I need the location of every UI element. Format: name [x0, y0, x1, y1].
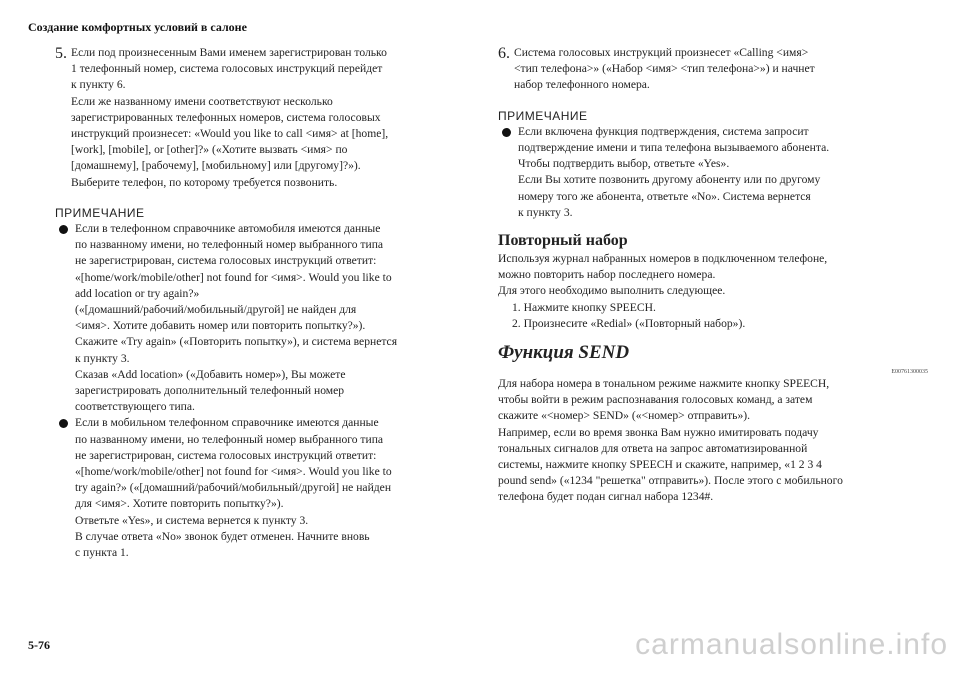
step-5: [55, 45, 460, 191]
redial-heading: Повторный набор: [498, 232, 628, 250]
send-line: pound send» («1234 "решетка" отправить»). После этого с мобильного: [498, 474, 843, 488]
bullet-line: Чтобы подтвердить выбор, ответьте «Yes».: [518, 157, 730, 171]
bullet-line: Если в мобильном телефонном справочнике имеются данные: [75, 416, 379, 430]
step-6-line: <тип телефона>» («Набор <имя> <тип телефона>») и начнет: [514, 62, 815, 76]
redial-step: 1. Нажмите кнопку SPEECH.: [512, 300, 656, 314]
bullet-line: соответствующего типа.: [75, 400, 195, 414]
bullet-line: Ответьте «Yes», и система вернется к пункту 3.: [75, 513, 309, 527]
bullet-line: не зарегистрирован, система голосовых инструкций ответит:: [75, 448, 377, 462]
send-line: Для набора номера в тональном режиме нажмите кнопку SPEECH,: [498, 377, 830, 391]
step-6-line: Система голосовых инструкций произнесет «Calling <имя>: [514, 46, 809, 59]
note-title: ПРИМЕЧАНИЕ: [55, 205, 145, 220]
bullet-line: Если включена функция подтверждения, система запросит: [518, 124, 809, 138]
send-line: скажите «<номер> SEND» («<номер> отправить»).: [498, 409, 751, 423]
bullet-line: «[home/work/mobile/other] not found for <имя>. Would you like to: [75, 270, 392, 284]
bullet-line: В случае ответа «No» звонок будет отменен. Начните вновь: [75, 529, 370, 543]
step-6-line: набор телефонного номера.: [514, 78, 650, 92]
step-number: 6.: [498, 45, 510, 62]
bullet-line: Скажите «Try again» («Повторить попытку»), и система вернется: [75, 335, 398, 349]
page-number: 5-76: [28, 638, 50, 652]
bullet-line: по названному имени, но телефонный номер выбранного типа: [75, 238, 384, 252]
step-5-line: зарегистрированных телефонных номеров, система голосовых: [71, 110, 381, 124]
step-5-line: Выберите телефон, по которому требуется позвонить.: [71, 175, 338, 189]
note-bullet-confirm: [498, 124, 928, 221]
bullet-line: с пункта 1.: [75, 546, 129, 560]
send-line: тональных сигналов для ответа на запрос автоматизированной: [498, 441, 808, 455]
bullet-line: не зарегистрирован, система голосовых инструкций ответит:: [75, 254, 377, 268]
redial-step: 2. Произнесите «Redial» («Повторный набор»).: [512, 316, 746, 330]
send-heading: Функция SEND: [498, 342, 630, 364]
bullet-line: к пункту 3.: [518, 205, 573, 219]
step-5-line: Если под произнесенным Вами именем зарегистрирован только: [71, 46, 387, 59]
send-line: Например, если во время звонка Вам нужно имитировать подачу: [498, 425, 819, 439]
bullet-line: try again?» («[домашний/рабочий/мобильный/другой] не найден: [75, 481, 392, 495]
bullet-line: к пункту 3.: [75, 351, 130, 365]
step-5-line: 1 телефонный номер, система голосовых инструкций перейдет: [71, 62, 383, 76]
bullet-line: <имя>. Хотите добавить номер или повторить попытку?»).: [75, 319, 366, 333]
step-5-line: Если же названному имени соответствуют несколько: [71, 94, 333, 108]
section-code: E00761300035: [891, 369, 928, 376]
bullet-line: Если Вы хотите позвонить другому абоненту или по другому: [518, 173, 821, 187]
bullet-line: для <имя>. Хотите повторить попытку?»).: [75, 497, 284, 511]
bullet-icon: [59, 225, 68, 234]
note-title: ПРИМЕЧАНИЕ: [498, 108, 588, 123]
bullet-line: add location or try again?»: [75, 286, 200, 300]
page-header: Создание комфортных условий в салоне: [28, 20, 247, 34]
send-line: системы, нажмите кнопку SPEECH и скажите, например, «1 2 3 4: [498, 458, 822, 472]
note-bullet-1: [55, 221, 460, 415]
redial-line: можно повторить набор последнего номера.: [498, 268, 716, 282]
bullet-line: Если в телефонном справочнике автомобиля имеются данные: [75, 222, 381, 236]
step-5-line: [домашнему], [рабочему], [мобильному] или [другому]?»).: [71, 159, 361, 173]
bullet-icon: [502, 128, 511, 137]
left-column: [55, 45, 460, 561]
send-line: телефона будет подан сигнал набора 1234#.: [498, 490, 714, 504]
redial-line: Используя журнал набранных номеров в подключенном телефоне,: [498, 252, 828, 266]
bullet-line: «[home/work/mobile/other] not found for <имя>. Would you like to: [75, 465, 392, 479]
bullet-line: по названному имени, но телефонный номер выбранного типа: [75, 432, 384, 446]
step-number: 5.: [55, 45, 67, 62]
bullet-line: подтверждение имени и типа телефона вызываемого абонента.: [518, 141, 830, 155]
send-line: чтобы войти в режим распознавания голосовых команд, а затем: [498, 393, 813, 407]
bullet-icon: [59, 419, 68, 428]
bullet-line: зарегистрировать дополнительный телефонный номер: [75, 384, 345, 398]
step-5-line: [work], [mobile], or [other]?» («Хотите вызвать <имя> по: [71, 143, 348, 157]
bullet-line: («[домашний/рабочий/мобильный/другой] не найден для: [75, 303, 357, 317]
redial-line: Для этого необходимо выполнить следующее.: [498, 284, 726, 298]
step-5-line: к пункту 6.: [71, 78, 126, 92]
bullet-line: номеру того же абонента, ответьте «No». Система вернется: [518, 189, 811, 203]
step-5-line: инструкций произнесет: «Would you like to call <имя> at [home],: [71, 127, 389, 141]
watermark: carmanualsonline.info: [635, 628, 948, 661]
right-column: [498, 45, 928, 506]
bullet-line: Сказав «Add location» («Добавить номер»), Вы можете: [75, 367, 346, 381]
step-6: [498, 45, 928, 94]
note-bullet-2: [55, 415, 460, 561]
